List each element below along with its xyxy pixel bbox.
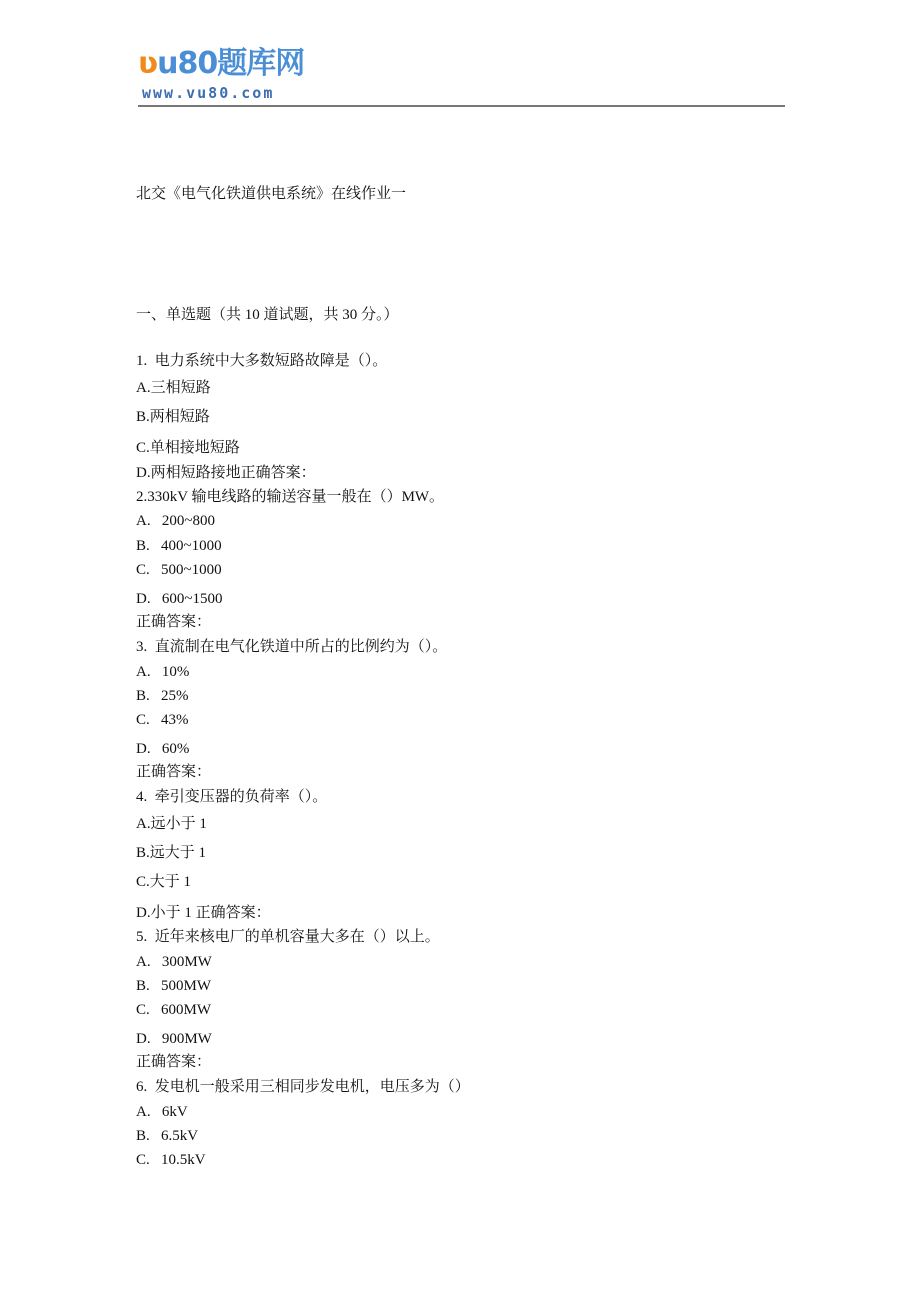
question-text: 1. 电力系统中大多数短路故障是（）。 [136,353,388,369]
option-text: C. 500~1000 [136,562,222,578]
answer-label: 正确答案： [136,764,212,780]
option-text: B. 400~1000 [136,538,222,554]
option-text: A. 300MW [136,954,212,970]
option-text: A.远小于 1 [136,816,207,832]
option-text: B. 6.5kV [136,1128,199,1144]
logo-wordmark: ʋu80题库网 [138,46,305,81]
option-text: A. 6kV [136,1104,188,1120]
option-text: B.两相短路 [136,409,210,425]
logo-url: www.vu80.com [142,84,275,102]
option-text: B.远大于 1 [136,845,207,861]
question-text: 5. 近年来核电厂的单机容量大多在（）以上。 [136,929,440,945]
option-text: A. 200~800 [136,513,215,529]
option-text: C. 600MW [136,1002,211,1018]
option-text: C.单相接地短路 [136,440,240,456]
option-text: C. 10.5kV [136,1152,206,1168]
option-text: D. 60% [136,741,190,757]
answer-label: 正确答案： [136,614,212,630]
option-text: C. 43% [136,712,189,728]
question-text: 6. 发电机一般采用三相同步发电机，电压多为（） [136,1079,470,1095]
option-text: A. 10% [136,664,190,680]
option-text: D.两相短路接地正确答案： [136,465,316,481]
option-text: A.三相短路 [136,380,211,396]
question-text: 3. 直流制在电气化铁道中所占的比例约为（）。 [136,639,448,655]
document-title: 北交《电气化铁道供电系统》在线作业一 [136,186,407,202]
section-heading: 一、单选题（共 10 道试题，共 30 分。） [136,307,399,323]
question-text: 4. 牵引变压器的负荷率（）。 [136,789,328,805]
header-rule [138,105,785,107]
option-text: D. 600~1500 [136,591,223,607]
option-text: D. 900MW [136,1031,212,1047]
vu80-logo [138,46,328,106]
option-text: D.小于 1 正确答案： [136,905,271,921]
option-text: B. 500MW [136,978,211,994]
option-text: C.大于 1 [136,874,192,890]
option-text: B. 25% [136,688,189,704]
answer-label: 正确答案： [136,1054,212,1070]
question-text: 2.330kV 输电线路的输送容量一般在（）MW。 [136,489,445,505]
